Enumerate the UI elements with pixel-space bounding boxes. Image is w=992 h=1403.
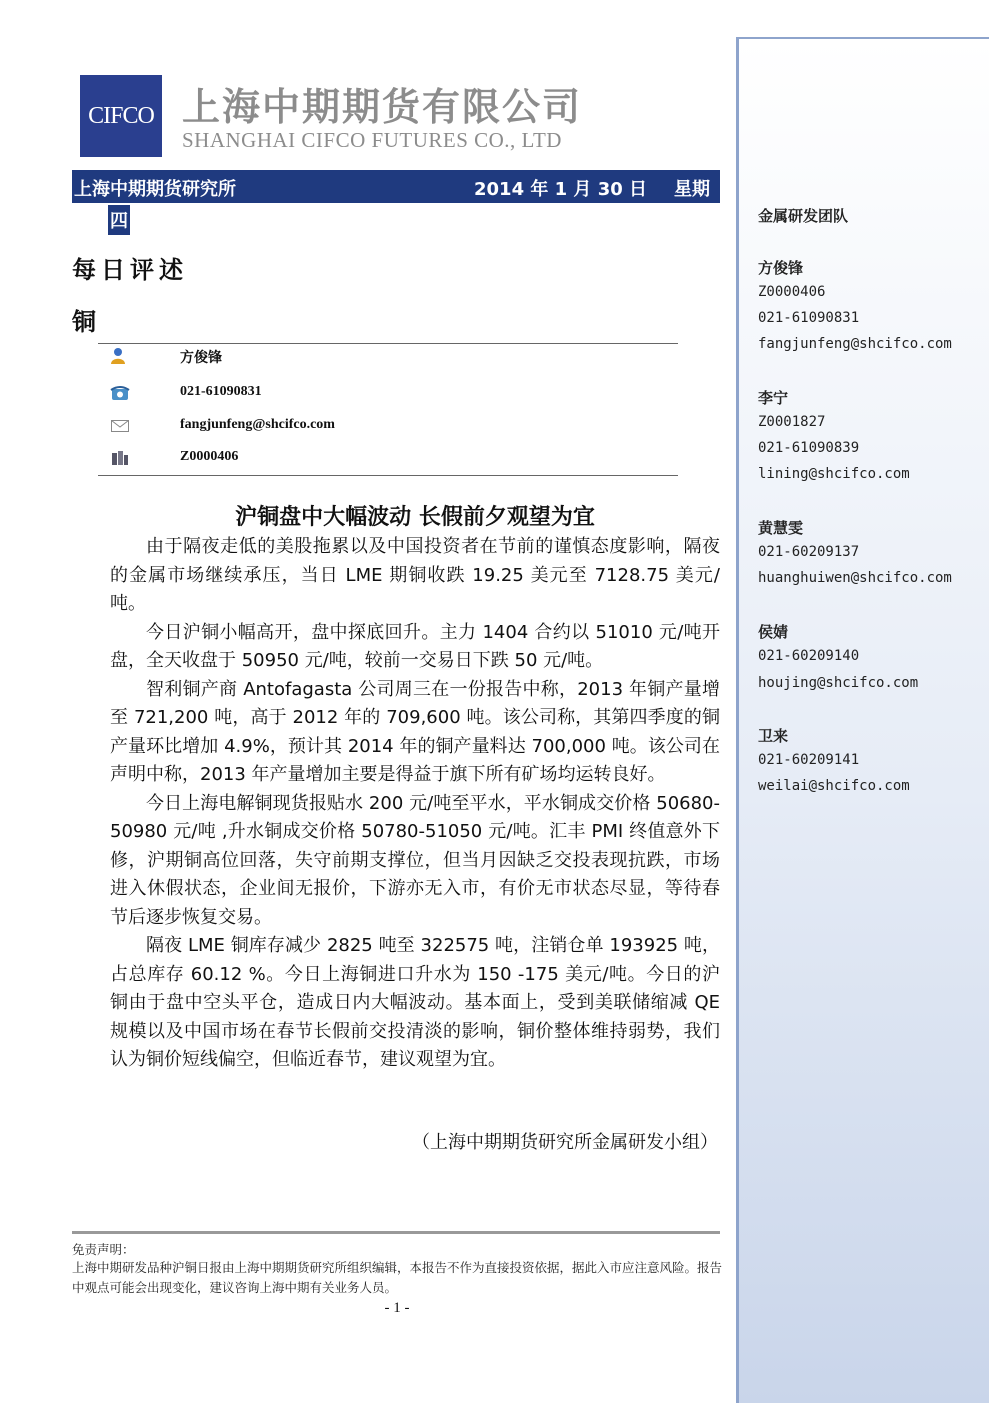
member-email[interactable]: fangjunfeng@shcifco.com — [758, 336, 952, 352]
member-phone: 021-61090831 — [758, 310, 860, 326]
phone-icon — [110, 384, 130, 402]
member-phone: 021-60209141 — [758, 752, 860, 768]
divider-bottom — [98, 475, 678, 476]
commodity-title: 铜 — [72, 308, 96, 336]
member-email[interactable]: huanghuiwen@shcifco.com — [758, 570, 952, 586]
member-name: 侯婧 — [758, 623, 789, 641]
contact-email[interactable]: fangjunfeng@shcifco.com — [180, 417, 335, 432]
section-title: 每日评述 — [72, 256, 188, 284]
disclaimer-text: 上海中期研发品种沪铜日报由上海中期期货研究所组织编辑，本报告不作为直接投资依据，据此入市应注意风险。报告中观点可能会出现变化，建议咨询上海中期有关业务人员。 — [72, 1260, 723, 1295]
paragraph: 今日沪铜小幅高开，盘中探底回升。主力 1404 合约以 51010 元/吨开盘，全天收盘于 50950 元/吨，较前一交易日下跌 50 元/吨。 — [110, 621, 720, 671]
article-title: 沪铜盘中大幅波动 长假前夕观望为宜 — [235, 505, 595, 530]
paragraph: 智利铜产商 Antofagasta 公司周三在一份报告中称，2013 年铜产量增至 721,200 吨，高于 2012 年的 709,600 吨。该公司称，其第四季度的铜产量环比增加 4.9%，预计其 2014 年的铜产量料达 700,000 吨。该公司在声明中称，2013 年产量增加主要是得益于旗下所有矿场均运转良好。 — [110, 678, 720, 785]
member-name: 李宁 — [758, 389, 789, 407]
member-email[interactable]: houjing@shcifco.com — [758, 675, 919, 691]
member-name: 卫来 — [758, 727, 789, 745]
weekday-day: 四 — [108, 205, 130, 235]
member-email[interactable]: lining@shcifco.com — [758, 466, 910, 482]
company-name-en: SHANGHAI CIFCO FUTURES CO., LTD — [182, 128, 562, 152]
header-bar — [72, 170, 720, 203]
paragraph: 今日上海电解铜现货报贴水 200 元/吨至平水，平水铜成交价格 50680-50980 元/吨 ,升水铜成交价格 50780-51050 元/吨。汇丰 PMI 终值意外下修，沪期铜高位回落，失守前期支撑位，但当月因缺乏交投表现抗跌，市场进入休假状态，企业间无报价，下游亦无入市，有价无市状态尽显，等待春节后逐步恢复交易。 — [110, 792, 720, 928]
contact-email-row — [110, 415, 670, 439]
paragraph: 由于隔夜走低的美股拖累以及中国投资者在节前的谨慎态度影响，隔夜的金属市场继续承压，当日 LME 期铜收跌 19.25 美元至 7128.75 美元/吨。 — [110, 536, 720, 614]
member-name: 方俊锋 — [758, 259, 804, 277]
member-id: Z0000406 — [758, 284, 826, 300]
contact-license: Z0000406 — [180, 449, 239, 464]
logo-text: CIFCO — [88, 102, 154, 129]
company-logo — [80, 75, 162, 157]
contact-phone: 021-61090831 — [180, 384, 262, 399]
sidebar-panel — [736, 37, 989, 1403]
member-id: Z0001827 — [758, 414, 826, 430]
member-phone: 021-60209140 — [758, 648, 860, 664]
member-phone: 021-61090839 — [758, 440, 860, 456]
contact-name: 方俊锋 — [180, 351, 222, 366]
contact-name-row — [110, 345, 670, 369]
report-date: 2014 年 1 月 30 日 — [474, 179, 648, 200]
article-body — [110, 533, 720, 1075]
team-title: 金属研发团队 — [758, 207, 849, 225]
footer-divider — [72, 1231, 720, 1234]
institute-name: 上海中期期货研究所 — [74, 179, 236, 200]
contact-phone-row — [110, 382, 670, 406]
article-signature: （上海中期期货研究所金属研发小组） — [412, 1132, 718, 1153]
person-icon — [110, 347, 130, 365]
contact-license-row — [110, 447, 670, 471]
member-email[interactable]: weilai@shcifco.com — [758, 778, 910, 794]
divider-top — [98, 343, 678, 344]
member-phone: 021-60209137 — [758, 544, 860, 560]
paragraph: 隔夜 LME 铜库存减少 2825 吨至 322575 吨，注销仓单 193925 吨，占总库存 60.12 %。今日上海铜进口升水为 150 -175 美元/吨。今日的沪铜由于盘中空头平仓，造成日内大幅波动。基本面上，受到美联储缩减 QE 规模以及中国市场在春节长假前交投清淡的影响，铜价整体维持弱势，我们认为铜价短线偏空，但临近春节，建议观望为宜。 — [110, 935, 720, 1070]
envelope-icon — [110, 417, 130, 435]
member-name: 黄慧雯 — [758, 519, 804, 537]
weekday-label: 星期 — [674, 179, 710, 200]
building-icon — [110, 449, 130, 467]
disclaimer-title: 免责声明： — [72, 1242, 135, 1257]
company-name-cn: 上海中期期货有限公司 — [182, 85, 583, 129]
page-number: - 1 - — [384, 1300, 410, 1316]
